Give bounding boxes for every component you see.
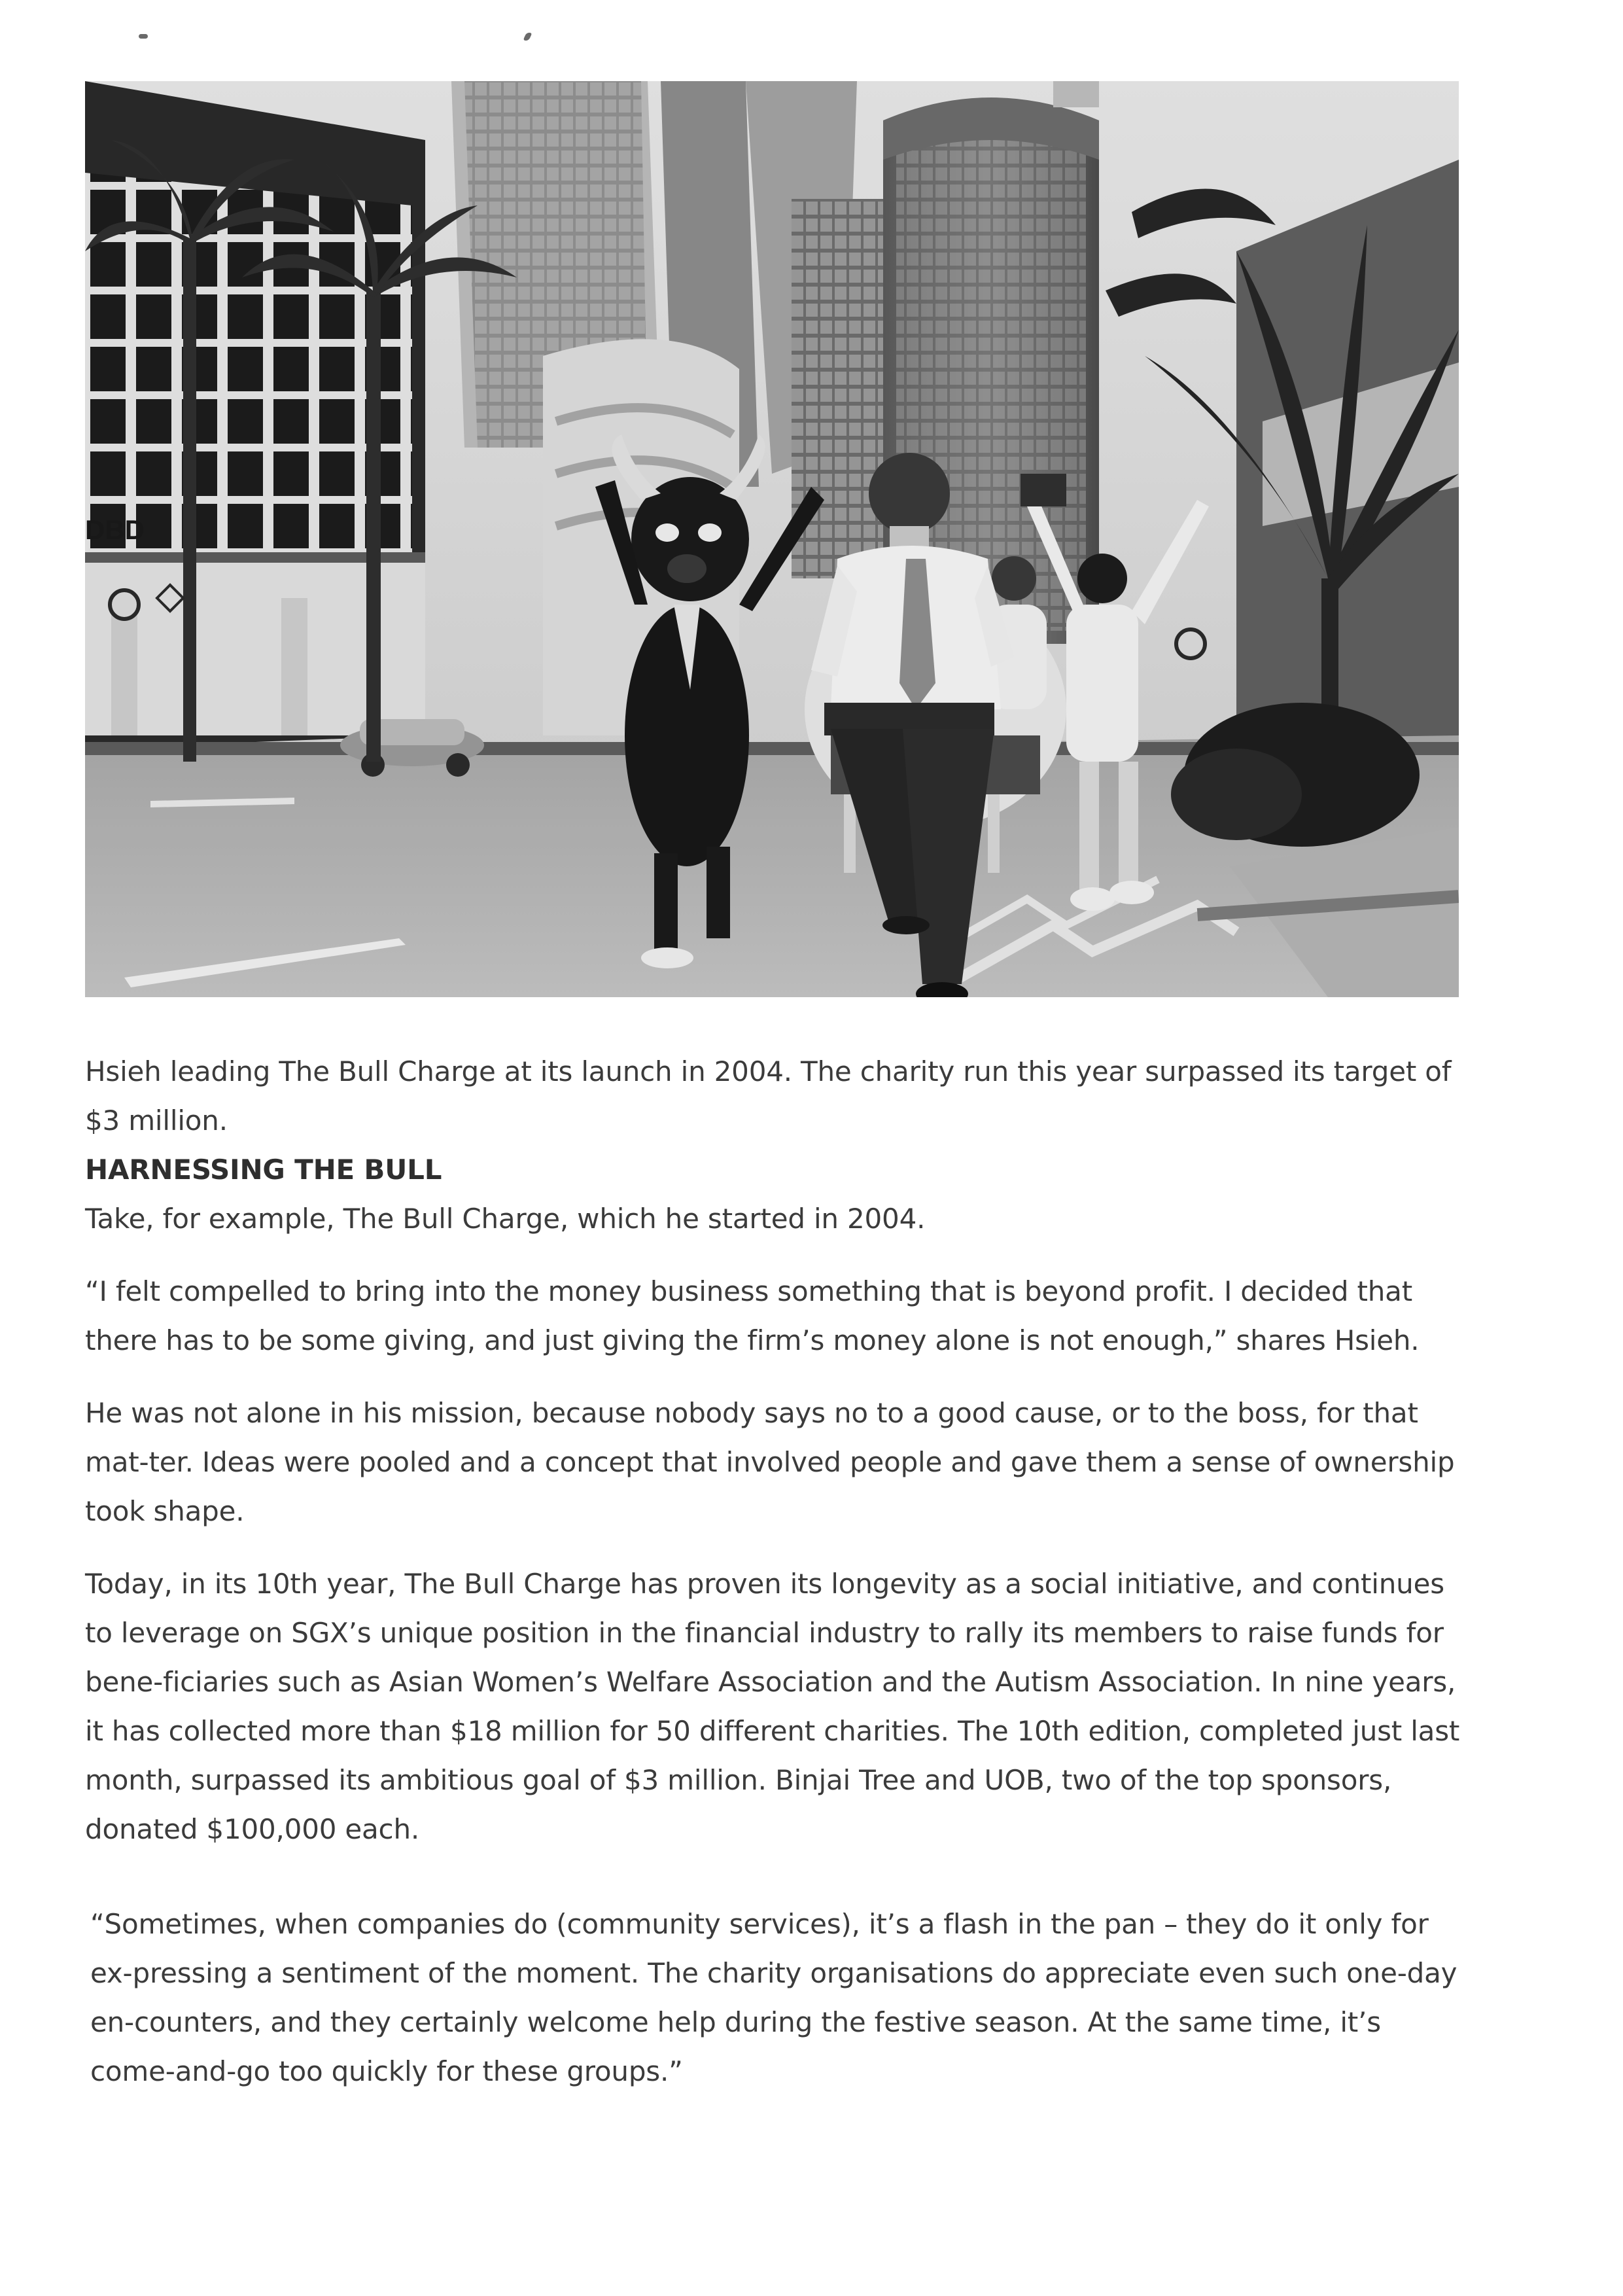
building-sign: DBD (85, 514, 145, 545)
body-paragraph: “I felt compelled to bring into the money business something that is beyond profit. I decided that there has to be some giving, and just giving the firm’s money alone is not enough,” shares Hsieh. (85, 1275, 1420, 1356)
intro-paragraph: Take, for example, The Bull Charge, which he started in 2004. (85, 1203, 926, 1235)
photo-caption: Hsieh leading The Bull Charge at its launch in 2004. The charity run this year surpassed its target of $3 million. (85, 1055, 1452, 1137)
cutoff-text-fragment (85, 29, 674, 44)
pull-quote: “Sometimes, when companies do (community services), it’s a flash in the pan – they do it only for ex-pressing a sentiment of the moment. The charity organisations do appreciate even such one-day en-counters, and they certainly welcome help during the festive season. At the same time, it’s come-and-go too quickly for these groups.” (90, 1908, 1457, 2087)
article-photo (85, 81, 1459, 997)
section-heading: HARNESSING THE BULL (85, 1154, 442, 1186)
body-paragraph: Today, in its 10th year, The Bull Charge has proven its longevity as a social initiative, and continues to leverage on SGX’s unique position in the financial industry to rally its members to raise funds for bene-ficiaries such as Asian Women’s Welfare Association and the Autism Association. In nine years, it has collected more than $18 million for 50 different charities. The 10th edition, completed just last month, surpassed its ambitious goal of $3 million. Binjai Tree and UOB, two of the top sponsors, donated $100,000 each. (85, 1568, 1460, 1845)
photo-image (85, 81, 1459, 997)
article-body (85, 1047, 1472, 2096)
body-paragraph: He was not alone in his mission, because nobody says no to a good cause, or to the boss, for that mat-ter. Ideas were pooled and a concept that involved people and gave them a sense of ownership took shape. (85, 1397, 1455, 1527)
